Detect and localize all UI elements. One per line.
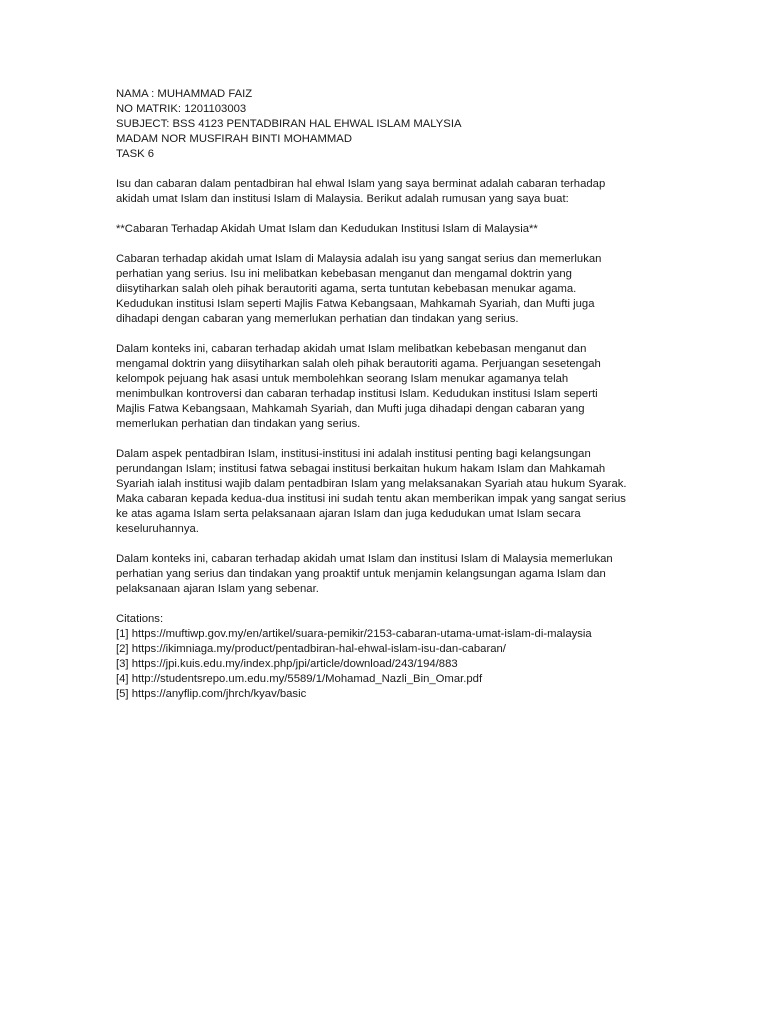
citation-item: [1] https://muftiwp.gov.my/en/artikel/suara-pemikir/2153-cabaran-utama-umat-islam-di-malaysia [116,628,592,640]
header-block [116,87,656,162]
spacer [116,327,656,342]
paragraph-line: perhatian yang serius dan tindakan yang proaktif untuk menjamin kelangsungan agama Islam dan [116,568,606,580]
paragraph-2 [116,342,656,432]
paragraph-4 [116,552,656,597]
paragraph-line: Maka cabaran kepada kedua-dua institusi ini sudah tentu akan memberikan impak yang sangat serius [116,493,626,505]
citation-item: [3] https://jpi.kuis.edu.my/index.php/jpi/article/download/243/194/883 [116,658,458,670]
spacer [116,207,656,222]
citation-item: [5] https://anyflip.com/jhrch/kyav/basic [116,688,307,700]
spacer [116,537,656,552]
student-name: NAMA : MUHAMMAD FAIZ [116,88,253,100]
section-heading: **Cabaran Terhadap Akidah Umat Islam dan Kedudukan Institusi Islam di Malaysia** [116,223,538,235]
subject-line: SUBJECT: BSS 4123 PENTADBIRAN HAL EHWAL ISLAM MALYSIA [116,118,462,130]
paragraph-line: Dalam konteks ini, cabaran terhadap akidah umat Islam dan institusi Islam di Malaysia memerlukan [116,553,613,565]
paragraph-line: Dalam konteks ini, cabaran terhadap akidah umat Islam melibatkan kebebasan menganut dan [116,343,587,355]
paragraph-line: diisytiharkan salah oleh pihak berautoriti agama, serta tuntutan kebebasan menukar agama. [116,283,577,295]
matric-number: NO MATRIK: 1201103003 [116,103,247,115]
paragraph-line: mengamal doktrin yang diisytiharkan salah oleh pihak berautoriti agama. Perjuangan sesetengah [116,358,601,370]
paragraph-line: Cabaran terhadap akidah umat Islam di Malaysia adalah isu yang sangat serius dan memerlukan [116,253,602,265]
paragraph-line: Kedudukan institusi Islam seperti Majlis Fatwa Kebangsaan, Mahkamah Syariah, dan Mufti juga [116,298,595,310]
paragraph-line: memerlukan perhatian dan tindakan yang serius. [116,418,361,430]
paragraph-line: menimbulkan kontroversi dan cabaran terhadap institusi Islam. Kedudukan institusi Islam seperti [116,388,598,400]
paragraph-line: keseluruhannya. [116,523,199,535]
lecturer-name: MADAM NOR MUSFIRAH BINTI MOHAMMAD [116,133,352,145]
paragraph-3 [116,447,656,537]
paragraph-line: Majlis Fatwa Kebangsaan, Mahkamah Syariah, dan Mufti juga dihadapi dengan cabaran yang [116,403,585,415]
paragraph-line: Isu dan cabaran dalam pentadbiran hal ehwal Islam yang saya berminat adalah cabaran terhadap [116,178,606,190]
citations-title: Citations: [116,613,164,625]
paragraph-line: pelaksanaan ajaran Islam yang sebenar. [116,583,319,595]
spacer [116,162,656,177]
paragraph-line: akidah umat Islam dan institusi Islam di Malaysia. Berikut adalah rumusan yang saya buat: [116,193,569,205]
spacer [116,597,656,612]
spacer [116,432,656,447]
paragraph-line: Syariah ialah institusi wajib dalam pentadbiran Islam yang melaksanakan Syariah atau hukum Syarak. [116,478,627,490]
citation-item: [4] http://studentsrepo.um.edu.my/5589/1/Mohamad_Nazli_Bin_Omar.pdf [116,673,483,685]
paragraph-1 [116,252,656,327]
paragraph-line: kelompok pejuang hak asasi untuk membolehkan seorang Islam menukar agamanya telah [116,373,569,385]
citation-item: [2] https://ikimniaga.my/product/pentadbiran-hal-ehwal-islam-isu-dan-cabaran/ [116,643,506,655]
paragraph-line: perhatian yang serius. Isu ini melibatkan kebebasan menganut dan mengamal doktrin yang [116,268,572,280]
spacer [116,237,656,252]
task-label: TASK 6 [116,148,155,160]
paragraph-line: ke atas agama Islam serta pelaksanaan ajaran Islam dan juga kedudukan umat Islam secara [116,508,581,520]
intro-paragraph [116,177,656,207]
document-body [116,87,656,702]
paragraph-line: dihadapi dengan cabaran yang memerlukan perhatian dan tindakan yang serius. [116,313,519,325]
paragraph-line: Dalam aspek pentadbiran Islam, institusi-institusi ini adalah institusi penting bagi kelangsungan [116,448,591,460]
citations-block [116,612,656,702]
paragraph-line: perundangan Islam; institusi fatwa sebagai institusi berkaitan hukum hakam Islam dan Mahkamah [116,463,606,475]
